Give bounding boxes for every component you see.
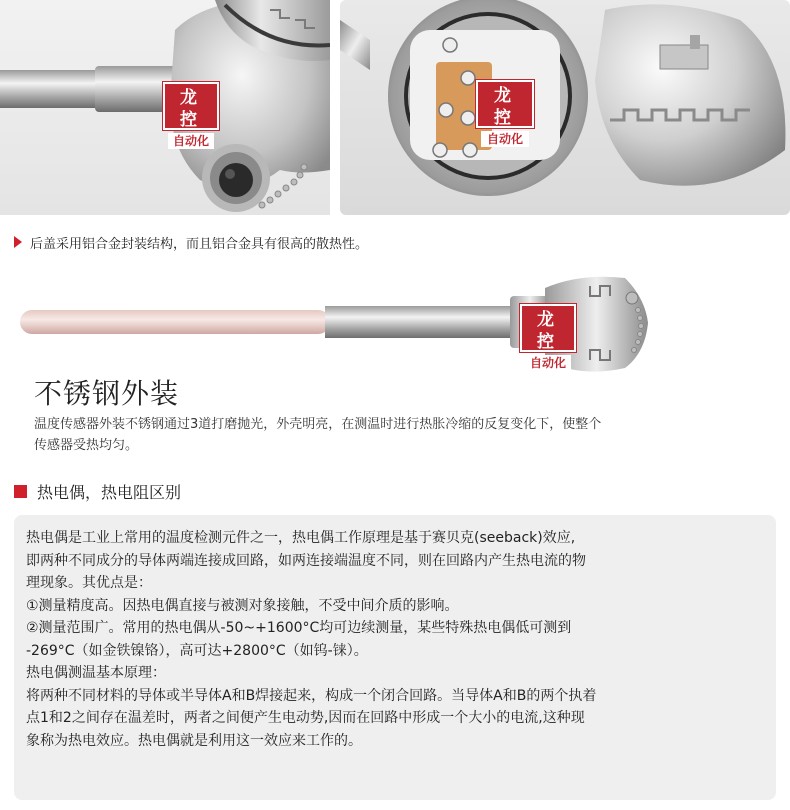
content-line: 理现象。其优点是： (26, 575, 152, 591)
section-title: 热电偶，热电阻区别 (37, 483, 182, 502)
brand-stamp-bottom: 自动化 (168, 133, 214, 149)
content-line: ①测量精度高。因热电偶直接与被测对象接触，不受中间介质的影响。 (26, 597, 459, 614)
aluminum-cover-caption (14, 233, 368, 251)
thermocouple-product-photo (20, 268, 670, 388)
content-line: 即两种不同成分的导体两端连接成回路，如两连接端温度不同，则在回路内产生热电流的物 (26, 552, 586, 569)
stainless-steel-title: 不锈钢外装 (34, 377, 180, 410)
section-marker-icon (14, 485, 27, 498)
brand-stamp (163, 82, 219, 148)
brand-stamp-bottom: 自动化 (525, 355, 571, 371)
brand-stamp (520, 304, 576, 370)
difference-section-heading (14, 480, 181, 503)
caption-arrow-icon (14, 236, 22, 248)
description-line: 温度传感器外装不锈钢通过3道打磨抛光，外壳明亮，在测温时进行热胀冷缩的反复变化下，使整个 (34, 417, 602, 432)
brand-stamp-top: 龙 控 (180, 88, 202, 130)
brand-stamp-top: 龙 控 (537, 310, 559, 352)
junction-head-side-photo (0, 0, 330, 215)
thermocouple-explanation-box (14, 515, 776, 800)
content-line: 热电偶是工业上常用的温度检测元件之一，热电偶工作原理是基于赛贝克(seeback)效应, (26, 530, 576, 546)
caption-text: 后盖采用铝合金封装结构，而且铝合金具有很高的散热性。 (30, 236, 369, 252)
brand-stamp (476, 80, 534, 146)
content-line: 将两种不同材料的导体或半导体A和B焊接起来，构成一个闭合回路。当导体A和B的两个执着 (26, 687, 597, 704)
content-line: 点1和2之间存在温差时，两者之间便产生电动势,因而在回路中形成一个大小的电流,这种现 (26, 710, 585, 726)
stainless-steel-description (34, 414, 734, 456)
content-line: ②测量范围广。常用的热电偶从-50~+1600°C均可边续测量，某些特殊热电偶低可测到 (26, 620, 572, 636)
content-line: 象称为热电效应。热电偶就是利用这一效应来工作的。 (26, 732, 362, 749)
brand-stamp-bottom: 自动化 (481, 131, 529, 147)
content-line: -269°C（如金铁镍铬），高可达+2800°C（如钨-铼）。 (26, 642, 368, 659)
brand-stamp-top: 龙 控 (494, 86, 516, 128)
content-line: 热电偶测温基本原理： (26, 665, 166, 681)
description-line: 传感器受热均匀。 (34, 438, 139, 453)
junction-head-open-photo (340, 0, 790, 215)
